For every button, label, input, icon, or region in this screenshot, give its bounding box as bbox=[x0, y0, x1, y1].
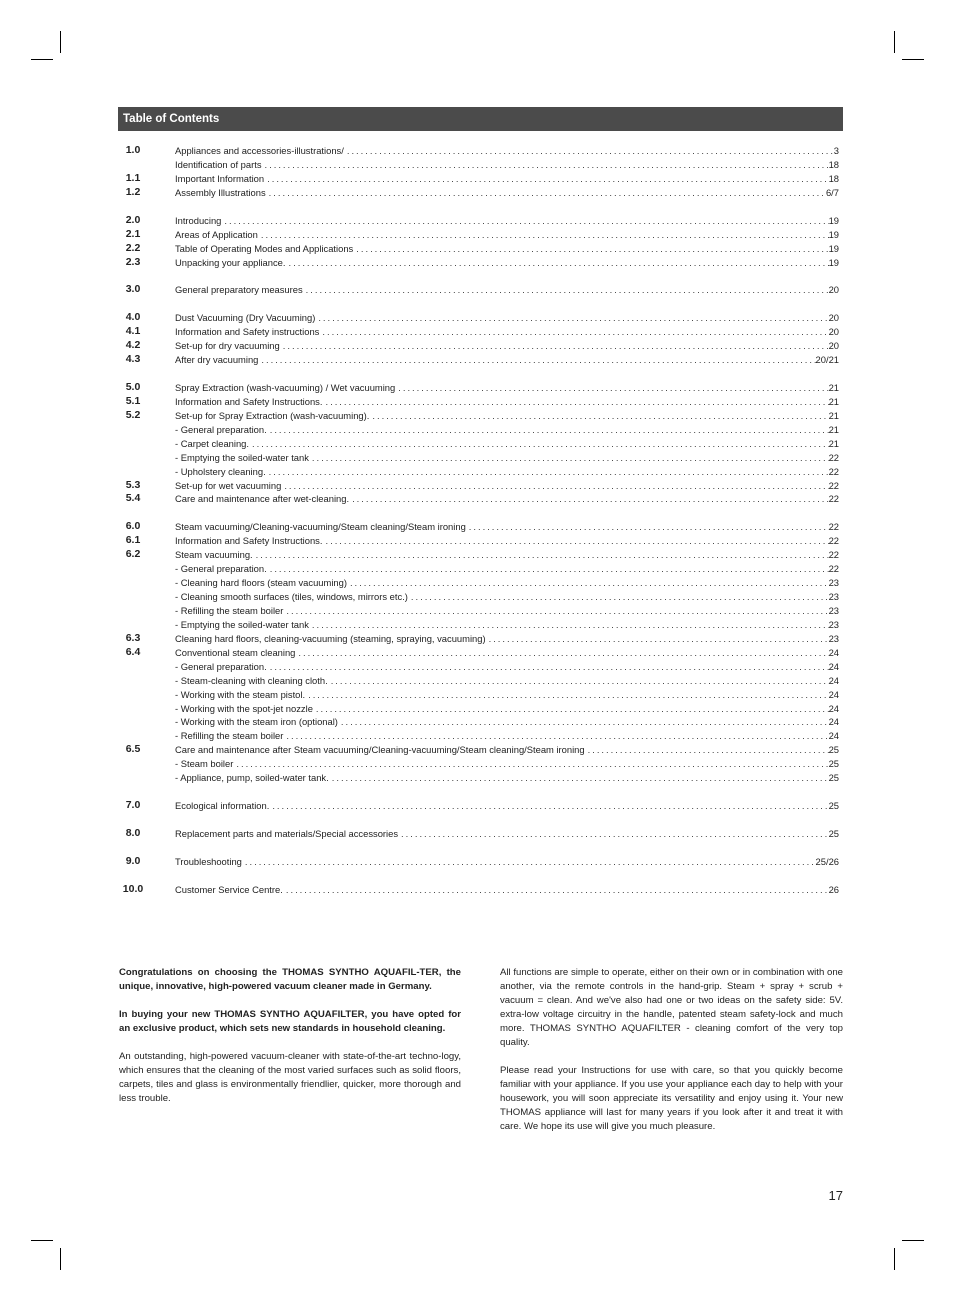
toc-entry-line bbox=[175, 702, 839, 716]
toc-entry-title: - Working with the steam pistol. bbox=[175, 688, 306, 700]
crop-mark bbox=[31, 1240, 53, 1241]
toc-entry-title: - Working with the steam iron (optional) bbox=[175, 716, 338, 728]
toc-entry-number: 8.0 bbox=[125, 826, 141, 839]
intro-paragraph: An outstanding, high-powered vacuum-cleaner with state-of-the-art techno-logy, which ensures that the cleaning of the most varied surfaces such as solid floors, carpets, tiles and glass is environmentally friendlier, quicker, more thorough and less trouble. bbox=[119, 1051, 461, 1104]
toc-leader-dots bbox=[283, 604, 828, 618]
toc-entry-title: Steam vacuuming/Cleaning-vacuuming/Steam cleaning/Steam ironing bbox=[175, 521, 466, 533]
toc-entry bbox=[118, 883, 843, 897]
toc-entry-number: 1.1 bbox=[125, 171, 141, 184]
toc-entry-line bbox=[175, 479, 839, 493]
toc-entry-title: - General preparation. bbox=[175, 423, 267, 435]
toc-leader-dots bbox=[281, 479, 828, 493]
toc-entry bbox=[118, 548, 843, 562]
toc-entry-title: - Emptying the soiled-water tank bbox=[175, 451, 309, 463]
toc-entry-page: 24 bbox=[828, 646, 839, 658]
toc-entry-number: 1.2 bbox=[125, 185, 141, 198]
toc-entry-number: 5.4 bbox=[125, 492, 141, 505]
toc-entry-title: Information and Safety instructions bbox=[175, 326, 320, 338]
toc-entry bbox=[118, 311, 843, 325]
toc-entry-line bbox=[175, 256, 839, 270]
toc-entry-title: Conventional steam cleaning bbox=[175, 646, 296, 658]
toc-leader-dots bbox=[349, 492, 829, 506]
toc-entry-number: 6.3 bbox=[125, 631, 141, 644]
toc-entry-page: 22 bbox=[828, 465, 839, 477]
toc-entry-line bbox=[175, 437, 839, 451]
toc-leader-dots bbox=[258, 228, 829, 242]
toc-entry-page: 25 bbox=[828, 772, 839, 784]
toc-entry-line bbox=[175, 576, 839, 590]
toc-entry-page: 22 bbox=[828, 479, 839, 491]
toc-entry-line bbox=[175, 339, 839, 353]
toc-entry-line bbox=[175, 562, 839, 576]
toc-entry-line bbox=[175, 548, 839, 562]
toc-entry-line bbox=[175, 242, 839, 256]
toc-entry bbox=[118, 283, 843, 297]
toc-entry-title: - Steam-cleaning with cleaning cloth. bbox=[175, 674, 328, 686]
toc-entry bbox=[118, 172, 843, 186]
toc-leader-dots bbox=[249, 437, 829, 451]
toc-leader-dots bbox=[369, 409, 828, 423]
toc-entry-page: 24 bbox=[828, 730, 839, 742]
toc-entry-line bbox=[175, 883, 839, 897]
toc-entry-page: 24 bbox=[828, 660, 839, 672]
toc-entry bbox=[118, 437, 843, 451]
toc-entry-line bbox=[175, 214, 839, 228]
toc-entry-page: 23 bbox=[828, 591, 839, 602]
toc-entry bbox=[118, 632, 843, 646]
intro-left-column bbox=[119, 966, 461, 1120]
toc-entry-title: Cleaning hard floors, cleaning-vacuuming (steaming, spraying, vacuuming) bbox=[175, 632, 486, 644]
toc-entry bbox=[118, 562, 843, 576]
toc-entry-line bbox=[175, 604, 839, 618]
toc-entry-line bbox=[175, 409, 839, 423]
toc-entry-title: Set-up for dry vacuuming bbox=[175, 340, 280, 352]
toc-leader-dots bbox=[242, 855, 816, 869]
toc-entry-page: 20 bbox=[828, 340, 839, 352]
toc-entry-line bbox=[175, 632, 839, 646]
toc-entry-number: 5.1 bbox=[125, 394, 141, 407]
toc-leader-dots bbox=[266, 465, 829, 479]
toc-entry-line bbox=[175, 590, 839, 604]
crop-mark bbox=[60, 1248, 61, 1270]
toc-entry-line bbox=[175, 855, 839, 869]
crop-mark bbox=[902, 59, 924, 60]
toc-leader-dots bbox=[353, 242, 828, 256]
toc-entry-page: 21 bbox=[828, 381, 839, 393]
toc-entry-number: 6.5 bbox=[125, 743, 141, 756]
toc-entry-page: 24 bbox=[828, 702, 839, 714]
toc-entry bbox=[118, 604, 843, 618]
toc-entry-page: 6/7 bbox=[825, 186, 839, 198]
toc-entry-page: 19 bbox=[828, 214, 839, 226]
toc-entry bbox=[118, 423, 843, 437]
toc-leader-dots bbox=[309, 451, 829, 465]
toc-leader-dots bbox=[395, 381, 828, 395]
toc-entry-number: 6.4 bbox=[125, 645, 141, 658]
toc-entry-line bbox=[175, 799, 839, 813]
toc-leader-dots bbox=[303, 283, 829, 297]
toc-entry-line bbox=[175, 395, 839, 409]
toc-leader-dots bbox=[295, 646, 828, 660]
toc-entry-page: 19 bbox=[828, 256, 839, 268]
toc-entry-title: Areas of Application bbox=[175, 228, 258, 240]
toc-entry-number: 2.0 bbox=[125, 213, 141, 226]
toc-entry-page: 18 bbox=[828, 158, 839, 170]
toc-entry-page: 19 bbox=[828, 228, 839, 240]
toc-entry bbox=[118, 827, 843, 841]
toc-entry-page: 25 bbox=[828, 758, 839, 770]
toc-heading: Table of Contents bbox=[118, 107, 843, 131]
toc-entry-title: Steam vacuuming. bbox=[175, 549, 253, 561]
toc-leader-dots bbox=[262, 158, 829, 172]
toc-leader-dots bbox=[319, 325, 828, 339]
toc-entry-page: 24 bbox=[828, 674, 839, 686]
toc-leader-dots bbox=[258, 353, 815, 367]
toc-entry-title: - Refilling the steam boiler bbox=[175, 604, 284, 616]
toc-leader-dots bbox=[253, 548, 829, 562]
toc-leader-dots bbox=[329, 771, 829, 785]
toc-entry bbox=[118, 256, 843, 270]
toc-entry-number: 1.0 bbox=[125, 144, 141, 156]
toc-leader-dots bbox=[315, 311, 828, 325]
toc-entry bbox=[118, 520, 843, 534]
toc-entry-number: 5.0 bbox=[125, 380, 141, 393]
toc-entry-number: 4.1 bbox=[125, 325, 141, 338]
toc-entry-title: - General preparation. bbox=[175, 660, 267, 672]
toc-entry bbox=[118, 618, 843, 632]
crop-mark bbox=[894, 1248, 895, 1270]
toc-entry-number: 2.2 bbox=[125, 241, 141, 254]
toc-entry-title: Important Information bbox=[175, 172, 265, 184]
toc-entry-title: Information and Safety Instructions. bbox=[175, 535, 323, 547]
toc-entry bbox=[118, 186, 843, 200]
toc-entry-page: 22 bbox=[828, 493, 839, 505]
toc-entry-number: 4.3 bbox=[125, 353, 141, 366]
toc-leader-dots bbox=[322, 395, 828, 409]
toc-entry-line bbox=[175, 618, 839, 632]
toc-entry bbox=[118, 381, 843, 395]
toc-leader-dots bbox=[344, 144, 834, 158]
toc-entry bbox=[118, 590, 843, 604]
intro-right-column bbox=[500, 966, 843, 1148]
toc-entry-line bbox=[175, 451, 839, 465]
toc-entry-line bbox=[175, 729, 839, 743]
toc-entry-number: 10.0 bbox=[122, 882, 144, 895]
toc-entry-page: 22 bbox=[828, 521, 839, 533]
toc-entry-number: 3.0 bbox=[125, 283, 141, 296]
toc-leader-dots bbox=[305, 688, 828, 702]
intro-paragraph: Please read your Instructions for use with care, so that you quickly become familiar with your appliance. If you use your appliance each day to help with your housework, you will soon appreciate its versatility and enjoy using it. Your new THOMAS appliance will last for many years if you look after it and treat it with care. We hope its use will give you much pleasure. bbox=[500, 1065, 843, 1132]
toc-entry bbox=[118, 771, 843, 785]
toc-entry bbox=[118, 228, 843, 242]
intro-exclusive-product: In buying your new THOMAS SYNTHO AQUAFILTER, you have opted for an exclusive product, which sets new standards in household cleaning. bbox=[119, 1009, 461, 1034]
toc-entry-page: 20/21 bbox=[815, 354, 839, 366]
toc-entry-number: 5.3 bbox=[125, 478, 141, 491]
toc-entry-title: Ecological information. bbox=[175, 800, 270, 812]
toc-entry-title: Appliances and accessories-illustrations/ bbox=[175, 145, 344, 156]
toc-entry-title: Introducing bbox=[175, 214, 222, 226]
toc-entry bbox=[118, 757, 843, 771]
toc-entry bbox=[118, 242, 843, 256]
toc-entry-title: Set-up for Spray Extraction (wash-vacuuming). bbox=[175, 409, 370, 421]
toc-entry-title: Customer Service Centre. bbox=[175, 883, 283, 895]
toc-entry-line bbox=[175, 283, 839, 297]
toc-entry bbox=[118, 576, 843, 590]
toc-entry-title: - Emptying the soiled-water tank bbox=[175, 618, 309, 630]
toc-entry-line bbox=[175, 325, 839, 339]
toc-entry bbox=[118, 729, 843, 743]
toc-entry-number: 6.2 bbox=[125, 548, 141, 561]
toc-entry-page: 22 bbox=[828, 451, 839, 463]
toc-entry bbox=[118, 339, 843, 353]
toc-entry-line bbox=[175, 520, 839, 534]
toc-entry-page: 21 bbox=[828, 395, 839, 407]
toc-entry-page: 25 bbox=[828, 827, 839, 839]
toc-entry-number: 2.3 bbox=[125, 255, 141, 268]
toc-entry-title: - Carpet cleaning. bbox=[175, 437, 249, 449]
toc-entry-page: 21 bbox=[828, 437, 839, 449]
toc-entry-title: - Cleaning smooth surfaces (tiles, windows, mirrors etc.) bbox=[175, 591, 408, 602]
toc-entry-number: 6.1 bbox=[125, 534, 141, 547]
crop-mark bbox=[60, 31, 61, 53]
table-of-contents bbox=[118, 144, 843, 897]
toc-entry-title: Assembly Illustrations bbox=[175, 186, 266, 198]
toc-entry-page: 19 bbox=[828, 242, 839, 254]
toc-leader-dots bbox=[266, 186, 826, 200]
toc-leader-dots bbox=[466, 520, 829, 534]
toc-entry-line bbox=[175, 172, 839, 186]
toc-entry bbox=[118, 353, 843, 367]
toc-entry bbox=[118, 743, 843, 757]
toc-entry-line bbox=[175, 688, 839, 702]
crop-mark bbox=[31, 59, 53, 60]
toc-leader-dots bbox=[264, 172, 828, 186]
toc-entry-line bbox=[175, 144, 839, 158]
toc-entry-page: 25 bbox=[828, 744, 839, 756]
toc-leader-dots bbox=[283, 883, 829, 897]
toc-leader-dots bbox=[221, 214, 828, 228]
toc-entry-line bbox=[175, 492, 839, 506]
toc-entry-line bbox=[175, 646, 839, 660]
toc-entry-line bbox=[175, 743, 839, 757]
toc-entry-page: 25/26 bbox=[815, 855, 839, 867]
toc-entry bbox=[118, 715, 843, 729]
toc-entry-title: - Cleaning hard floors (steam vacuuming) bbox=[175, 577, 347, 589]
toc-leader-dots bbox=[338, 715, 829, 729]
toc-entry-page: 26 bbox=[828, 883, 839, 895]
toc-entry-number: 4.2 bbox=[125, 339, 141, 352]
toc-entry-title: Troubleshooting bbox=[175, 855, 242, 867]
toc-entry bbox=[118, 479, 843, 493]
toc-leader-dots bbox=[267, 423, 829, 437]
toc-entry-title: Care and maintenance after Steam vacuuming/Cleaning-vacuuming/Steam cleaning/Steam ironing bbox=[175, 744, 585, 756]
toc-entry-title: General preparatory measures bbox=[175, 284, 303, 296]
toc-entry-page: 20 bbox=[828, 312, 839, 324]
toc-entry-line bbox=[175, 715, 839, 729]
toc-leader-dots bbox=[267, 660, 829, 674]
toc-entry-number: 7.0 bbox=[125, 799, 141, 812]
toc-entry-line bbox=[175, 353, 839, 367]
toc-entry-number: 5.2 bbox=[125, 408, 141, 421]
toc-entry-line bbox=[175, 827, 839, 841]
toc-entry bbox=[118, 451, 843, 465]
toc-entry bbox=[118, 465, 843, 479]
toc-entry-line bbox=[175, 465, 839, 479]
toc-entry-title: Information and Safety Instructions. bbox=[175, 395, 323, 407]
toc-entry-title: After dry vacuuming bbox=[175, 354, 259, 366]
toc-entry-line bbox=[175, 660, 839, 674]
toc-entry-page: 23 bbox=[828, 618, 839, 630]
toc-entry-page: 23 bbox=[828, 604, 839, 616]
toc-entry bbox=[118, 688, 843, 702]
toc-entry-title: Dust Vacuuming (Dry Vacuuming) bbox=[175, 312, 316, 324]
toc-entry-title: Identification of parts bbox=[175, 158, 262, 170]
toc-entry-line bbox=[175, 423, 839, 437]
toc-entry-page: 22 bbox=[828, 535, 839, 547]
toc-entry-line bbox=[175, 757, 839, 771]
toc-entry-title: Care and maintenance after wet-cleaning. bbox=[175, 493, 350, 505]
toc-entry-page: 3 bbox=[833, 145, 839, 156]
toc-leader-dots bbox=[280, 339, 829, 353]
toc-entry-line bbox=[175, 674, 839, 688]
crop-mark bbox=[894, 31, 895, 53]
toc-entry-page: 24 bbox=[828, 688, 839, 700]
toc-leader-dots bbox=[309, 618, 829, 632]
toc-leader-dots bbox=[486, 632, 829, 646]
toc-entry bbox=[118, 409, 843, 423]
toc-entry-page: 21 bbox=[828, 409, 839, 421]
toc-entry-page: 20 bbox=[828, 326, 839, 338]
toc-entry bbox=[118, 158, 843, 172]
toc-entry-page: 22 bbox=[828, 563, 839, 575]
toc-entry-title: Set-up for wet vacuuming bbox=[175, 479, 282, 491]
toc-entry-page: 21 bbox=[828, 423, 839, 435]
toc-entry bbox=[118, 646, 843, 660]
toc-leader-dots bbox=[233, 757, 828, 771]
toc-entry-line bbox=[175, 311, 839, 325]
toc-entry-page: 25 bbox=[828, 800, 839, 812]
toc-entry bbox=[118, 799, 843, 813]
toc-entry-page: 18 bbox=[828, 172, 839, 184]
toc-entry bbox=[118, 660, 843, 674]
toc-entry-line bbox=[175, 534, 839, 548]
toc-entry-number: 6.0 bbox=[125, 520, 141, 533]
toc-entry bbox=[118, 214, 843, 228]
toc-leader-dots bbox=[269, 799, 828, 813]
toc-entry-title: - Refilling the steam boiler bbox=[175, 730, 284, 742]
toc-entry bbox=[118, 674, 843, 688]
toc-entry-line bbox=[175, 186, 839, 200]
toc-entry bbox=[118, 492, 843, 506]
toc-entry-title: Replacement parts and materials/Special accessories bbox=[175, 827, 399, 839]
toc-leader-dots bbox=[286, 256, 829, 270]
toc-leader-dots bbox=[313, 702, 829, 716]
toc-entry-page: 23 bbox=[828, 577, 839, 589]
toc-entry-title: - Steam boiler bbox=[175, 758, 234, 770]
toc-leader-dots bbox=[322, 534, 828, 548]
toc-entry-title: Spray Extraction (wash-vacuuming) / Wet vacuuming bbox=[175, 381, 396, 393]
toc-entry-title: - General preparation. bbox=[175, 563, 267, 575]
toc-entry-title: Table of Operating Modes and Applications bbox=[175, 242, 354, 254]
toc-leader-dots bbox=[408, 590, 829, 604]
toc-entry bbox=[118, 702, 843, 716]
toc-entry-title: - Upholstery cleaning. bbox=[175, 465, 266, 477]
toc-leader-dots bbox=[585, 743, 829, 757]
toc-entry-number: 4.0 bbox=[125, 311, 141, 324]
toc-entry-line bbox=[175, 381, 839, 395]
toc-entry-line bbox=[175, 158, 839, 172]
toc-leader-dots bbox=[347, 576, 829, 590]
toc-leader-dots bbox=[267, 562, 829, 576]
toc-entry-title: - Working with the spot-jet nozzle bbox=[175, 702, 313, 714]
intro-paragraph: All functions are simple to operate, either on their own or in combination with one another, via the remote controls in the hand-grip. Steam + spray + scrub + vacuum = clean. And we've also had one or two ideas on the safety side: 5V. extra-low voltage circuitry in the handle, patented steam safety-lock and much more. THOMAS SYNTHO AQUAFILTER - cleaning comfort of the very top quality. bbox=[500, 967, 843, 1048]
toc-leader-dots bbox=[283, 729, 828, 743]
toc-entry-number: 2.1 bbox=[125, 227, 141, 240]
page-number: 17 bbox=[828, 1188, 843, 1203]
toc-entry bbox=[118, 855, 843, 869]
toc-leader-dots bbox=[328, 674, 829, 688]
toc-entry bbox=[118, 534, 843, 548]
toc-entry-page: 20 bbox=[828, 284, 839, 296]
toc-entry-title: - Appliance, pump, soiled-water tank. bbox=[175, 772, 329, 784]
toc-entry-title: Unpacking your appliance. bbox=[175, 256, 286, 268]
crop-mark bbox=[902, 1240, 924, 1241]
intro-congratulations: Congratulations on choosing the THOMAS SYNTHO AQUAFIL-TER, the unique, innovative, high-powered vacuum cleaner made in Germany. bbox=[119, 967, 461, 992]
toc-entry bbox=[118, 144, 843, 158]
toc-entry-line bbox=[175, 771, 839, 785]
toc-entry bbox=[118, 395, 843, 409]
toc-entry-number: 9.0 bbox=[125, 854, 141, 867]
toc-entry-page: 23 bbox=[828, 632, 839, 644]
toc-leader-dots bbox=[398, 827, 829, 841]
toc-entry-line bbox=[175, 228, 839, 242]
toc-entry-page: 24 bbox=[828, 716, 839, 728]
toc-entry bbox=[118, 325, 843, 339]
toc-entry-page: 22 bbox=[828, 549, 839, 561]
